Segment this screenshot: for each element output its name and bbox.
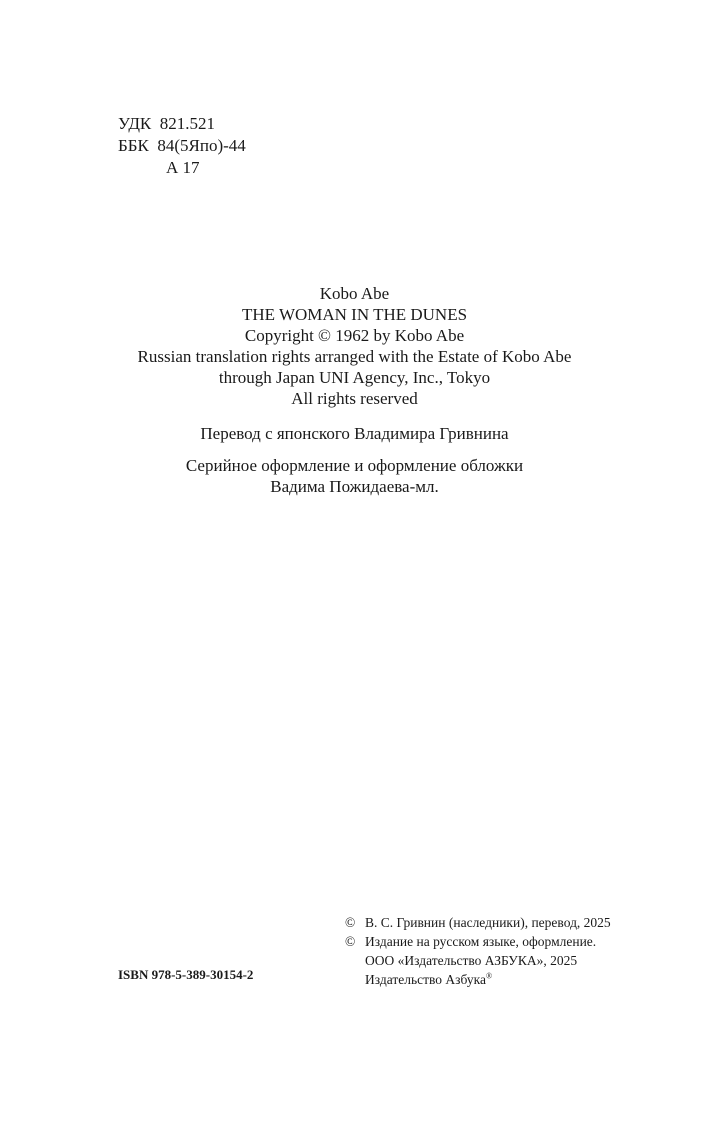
rights-translation-line (345, 913, 611, 932)
rights-imprint (365, 970, 492, 989)
author-mark: А 17 (166, 158, 200, 177)
udk-row (118, 113, 246, 135)
original-author: Kobo Abe (319, 284, 390, 303)
original-copyright-block (0, 283, 709, 409)
design-credit-line-2: Вадима Пожидаева-мл. (270, 477, 439, 496)
original-title: THE WOMAN IN THE DUNES (241, 305, 468, 324)
rights-block (345, 913, 611, 989)
design-credit-block (0, 455, 709, 497)
copyright-symbol: © (345, 934, 356, 949)
registered-mark: ® (485, 971, 493, 981)
udk-value: 821.521 (159, 114, 216, 133)
rights-edition-line (345, 932, 611, 951)
translator-block (0, 423, 709, 444)
rights-publisher-line (345, 951, 611, 970)
bbk-value: 84(5Япо)-44 (157, 136, 246, 155)
rights-edition: Издание на русском языке, оформление. (365, 934, 597, 949)
original-copyright-line: Copyright © 1962 by Kobo Abe (244, 326, 465, 345)
translation-rights-line: Russian translation rights arranged with the Estate of Kobo Abe (137, 347, 572, 366)
bbk-row (118, 135, 246, 157)
imprint-name: Издательство Азбука (365, 972, 486, 987)
all-rights-line: All rights reserved (291, 389, 418, 408)
classification-block (118, 113, 246, 179)
author-mark-row (118, 157, 246, 179)
copyright-symbol: © (345, 915, 356, 930)
udk-label: УДК (118, 114, 152, 133)
bbk-label: ББК (118, 136, 149, 155)
design-credit-line-1: Серийное оформление и оформление обложки (185, 456, 524, 475)
rights-translation: В. С. Гривнин (наследники), перевод, 2025 (365, 915, 611, 930)
isbn: ISBN 978-5-389-30154-2 (118, 967, 254, 982)
rights-publisher: ООО «Издательство АЗБУКА», 2025 (365, 953, 578, 968)
agency-line: through Japan UNI Agency, Inc., Tokyo (218, 368, 491, 387)
translator-line: Перевод с японского Владимира Гривнина (200, 424, 509, 443)
rights-imprint-line (345, 970, 611, 989)
